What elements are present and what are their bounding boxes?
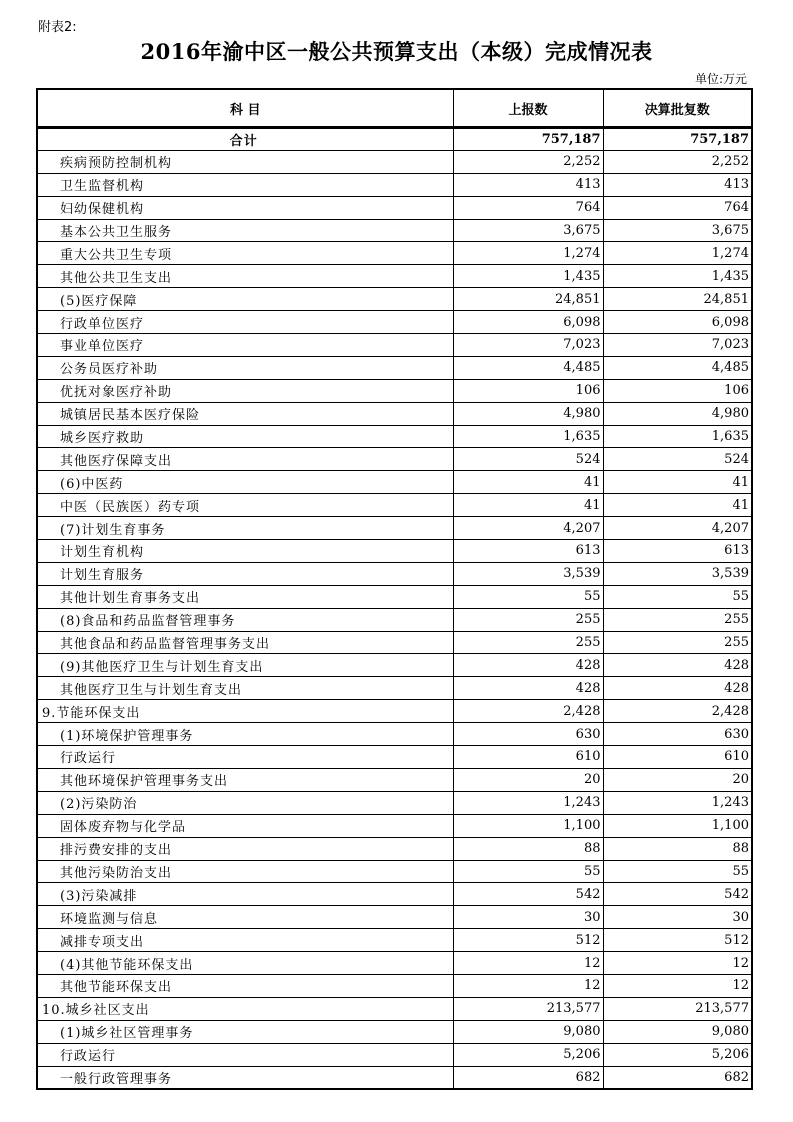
row-subject: 其他食品和药品监督管理事务支出 — [37, 631, 453, 654]
table-row — [37, 265, 752, 288]
table-row — [37, 1043, 752, 1066]
row-subject: 城乡医疗救助 — [37, 425, 453, 448]
row-subject: 疾病预防控制机构 — [37, 150, 453, 173]
row-approved: 55 — [603, 860, 752, 883]
table-row — [37, 311, 752, 334]
row-reported: 4,207 — [453, 517, 603, 540]
row-approved: 41 — [603, 494, 752, 517]
table-row — [37, 814, 752, 837]
table-row — [37, 723, 752, 746]
row-approved: 613 — [603, 540, 752, 563]
row-reported: 428 — [453, 654, 603, 677]
row-reported: 413 — [453, 173, 603, 196]
row-reported: 255 — [453, 608, 603, 631]
table-row — [37, 150, 752, 173]
table-row — [37, 608, 752, 631]
table-row — [37, 448, 752, 471]
row-approved: 6,098 — [603, 311, 752, 334]
row-subject: 计划生育机构 — [37, 540, 453, 563]
total-label: 合计 — [37, 128, 453, 151]
row-subject: 中医（民族医）药专项 — [37, 494, 453, 517]
row-subject: 环境监测与信息 — [37, 906, 453, 929]
row-reported: 9,080 — [453, 1020, 603, 1043]
attachment-label: 附表2: — [38, 20, 77, 35]
row-reported: 3,539 — [453, 562, 603, 585]
row-reported: 24,851 — [453, 288, 603, 311]
row-reported: 7,023 — [453, 334, 603, 357]
row-approved: 413 — [603, 173, 752, 196]
row-subject: 卫生监督机构 — [37, 173, 453, 196]
row-approved: 524 — [603, 448, 752, 471]
table-row — [37, 837, 752, 860]
table-row — [37, 677, 752, 700]
row-approved: 30 — [603, 906, 752, 929]
row-subject: (8)食品和药品监督管理事务 — [37, 608, 453, 631]
row-approved: 682 — [603, 1066, 752, 1089]
row-approved: 1,100 — [603, 814, 752, 837]
row-approved: 1,635 — [603, 425, 752, 448]
table-row — [37, 1020, 752, 1043]
table-row — [37, 746, 752, 769]
table-row — [37, 997, 752, 1020]
row-reported: 2,252 — [453, 150, 603, 173]
row-subject: 基本公共卫生服务 — [37, 219, 453, 242]
table-row — [37, 1066, 752, 1089]
table-row — [37, 356, 752, 379]
table-row — [37, 631, 752, 654]
row-reported: 764 — [453, 196, 603, 219]
row-approved: 1,243 — [603, 791, 752, 814]
row-approved: 2,252 — [603, 150, 752, 173]
table-row — [37, 974, 752, 997]
row-reported: 106 — [453, 379, 603, 402]
row-reported: 41 — [453, 471, 603, 494]
table-row — [37, 883, 752, 906]
row-approved: 12 — [603, 952, 752, 975]
row-subject: (4)其他节能环保支出 — [37, 952, 453, 975]
row-reported: 4,485 — [453, 356, 603, 379]
row-subject: (7)计划生育事务 — [37, 517, 453, 540]
row-approved: 3,539 — [603, 562, 752, 585]
row-subject: 重大公共卫生专项 — [37, 242, 453, 265]
row-reported: 5,206 — [453, 1043, 603, 1066]
row-approved: 4,980 — [603, 402, 752, 425]
row-approved: 9,080 — [603, 1020, 752, 1043]
row-reported: 4,980 — [453, 402, 603, 425]
row-reported: 3,675 — [453, 219, 603, 242]
row-approved: 630 — [603, 723, 752, 746]
row-reported: 630 — [453, 723, 603, 746]
row-subject: 10.城乡社区支出 — [37, 997, 453, 1020]
row-reported: 55 — [453, 860, 603, 883]
unit-label: 单位:万元 — [694, 72, 747, 86]
row-subject: 公务员医疗补助 — [37, 356, 453, 379]
row-subject: 其他医疗卫生与计划生育支出 — [37, 677, 453, 700]
row-subject: 其他环境保护管理事务支出 — [37, 768, 453, 791]
row-subject: 行政单位医疗 — [37, 311, 453, 334]
row-subject: 其他节能环保支出 — [37, 974, 453, 997]
table-row — [37, 700, 752, 723]
table-row — [37, 379, 752, 402]
row-subject: 其他污染防治支出 — [37, 860, 453, 883]
row-approved: 610 — [603, 746, 752, 769]
row-approved: 2,428 — [603, 700, 752, 723]
row-approved: 20 — [603, 768, 752, 791]
row-subject: 其他公共卫生支出 — [37, 265, 453, 288]
row-reported: 12 — [453, 952, 603, 975]
header-reported: 上报数 — [453, 89, 603, 128]
row-approved: 542 — [603, 883, 752, 906]
table-row — [37, 425, 752, 448]
row-approved: 213,577 — [603, 997, 752, 1020]
row-approved: 764 — [603, 196, 752, 219]
row-reported: 1,435 — [453, 265, 603, 288]
row-subject: 固体废弃物与化学品 — [37, 814, 453, 837]
row-reported: 428 — [453, 677, 603, 700]
table-row — [37, 791, 752, 814]
row-approved: 512 — [603, 929, 752, 952]
table-row — [37, 173, 752, 196]
row-subject: (2)污染防治 — [37, 791, 453, 814]
table-row — [37, 540, 752, 563]
row-approved: 428 — [603, 677, 752, 700]
table-row — [37, 288, 752, 311]
table-row — [37, 334, 752, 357]
row-reported: 524 — [453, 448, 603, 471]
row-subject: 减排专项支出 — [37, 929, 453, 952]
row-subject: 事业单位医疗 — [37, 334, 453, 357]
row-reported: 6,098 — [453, 311, 603, 334]
row-approved: 24,851 — [603, 288, 752, 311]
row-subject: 一般行政管理事务 — [37, 1066, 453, 1089]
row-subject: 行政运行 — [37, 1043, 453, 1066]
row-reported: 610 — [453, 746, 603, 769]
row-approved: 1,435 — [603, 265, 752, 288]
row-subject: 妇幼保健机构 — [37, 196, 453, 219]
row-subject: 其他医疗保障支出 — [37, 448, 453, 471]
table-row — [37, 768, 752, 791]
row-subject: 其他计划生育事务支出 — [37, 585, 453, 608]
total-reported: 757,187 — [453, 128, 603, 151]
row-approved: 106 — [603, 379, 752, 402]
row-reported: 682 — [453, 1066, 603, 1089]
table-row — [37, 219, 752, 242]
row-subject: 计划生育服务 — [37, 562, 453, 585]
row-reported: 512 — [453, 929, 603, 952]
row-approved: 12 — [603, 974, 752, 997]
table-row — [37, 654, 752, 677]
row-reported: 1,274 — [453, 242, 603, 265]
row-approved: 4,485 — [603, 356, 752, 379]
row-subject: (6)中医药 — [37, 471, 453, 494]
row-approved: 88 — [603, 837, 752, 860]
row-approved: 5,206 — [603, 1043, 752, 1066]
row-reported: 12 — [453, 974, 603, 997]
row-subject: 城镇居民基本医疗保险 — [37, 402, 453, 425]
row-approved: 255 — [603, 631, 752, 654]
row-subject: (1)城乡社区管理事务 — [37, 1020, 453, 1043]
row-subject: (1)环境保护管理事务 — [37, 723, 453, 746]
table-row — [37, 402, 752, 425]
row-reported: 1,100 — [453, 814, 603, 837]
page-title: 2016年渝中区一般公共预算支出（本级）完成情况表 — [140, 39, 653, 64]
row-subject: 行政运行 — [37, 746, 453, 769]
header-subject: 科 目 — [37, 89, 453, 128]
row-reported: 41 — [453, 494, 603, 517]
header-approved: 决算批复数 — [603, 89, 752, 128]
row-reported: 542 — [453, 883, 603, 906]
row-approved: 3,675 — [603, 219, 752, 242]
row-approved: 428 — [603, 654, 752, 677]
table-row — [37, 929, 752, 952]
table-row — [37, 860, 752, 883]
row-subject: (3)污染减排 — [37, 883, 453, 906]
row-reported: 30 — [453, 906, 603, 929]
row-reported: 20 — [453, 768, 603, 791]
row-approved: 4,207 — [603, 517, 752, 540]
table-row — [37, 196, 752, 219]
total-approved: 757,187 — [603, 128, 752, 151]
row-approved: 7,023 — [603, 334, 752, 357]
row-subject: (5)医疗保障 — [37, 288, 453, 311]
row-reported: 2,428 — [453, 700, 603, 723]
row-approved: 255 — [603, 608, 752, 631]
row-reported: 88 — [453, 837, 603, 860]
row-approved: 41 — [603, 471, 752, 494]
table-row — [37, 242, 752, 265]
table-row — [37, 471, 752, 494]
table-row — [37, 585, 752, 608]
row-subject: (9)其他医疗卫生与计划生育支出 — [37, 654, 453, 677]
row-approved: 55 — [603, 585, 752, 608]
total-row — [37, 128, 752, 151]
row-approved: 1,274 — [603, 242, 752, 265]
row-reported: 255 — [453, 631, 603, 654]
table-row — [37, 517, 752, 540]
row-subject: 优抚对象医疗补助 — [37, 379, 453, 402]
budget-table — [36, 88, 753, 1090]
row-reported: 1,635 — [453, 425, 603, 448]
row-subject: 排污费安排的支出 — [37, 837, 453, 860]
table-row — [37, 906, 752, 929]
row-reported: 213,577 — [453, 997, 603, 1020]
table-row — [37, 562, 752, 585]
table-header-row — [37, 89, 752, 128]
row-reported: 1,243 — [453, 791, 603, 814]
row-reported: 613 — [453, 540, 603, 563]
row-subject: 9.节能环保支出 — [37, 700, 453, 723]
table-row — [37, 952, 752, 975]
row-reported: 55 — [453, 585, 603, 608]
table-row — [37, 494, 752, 517]
